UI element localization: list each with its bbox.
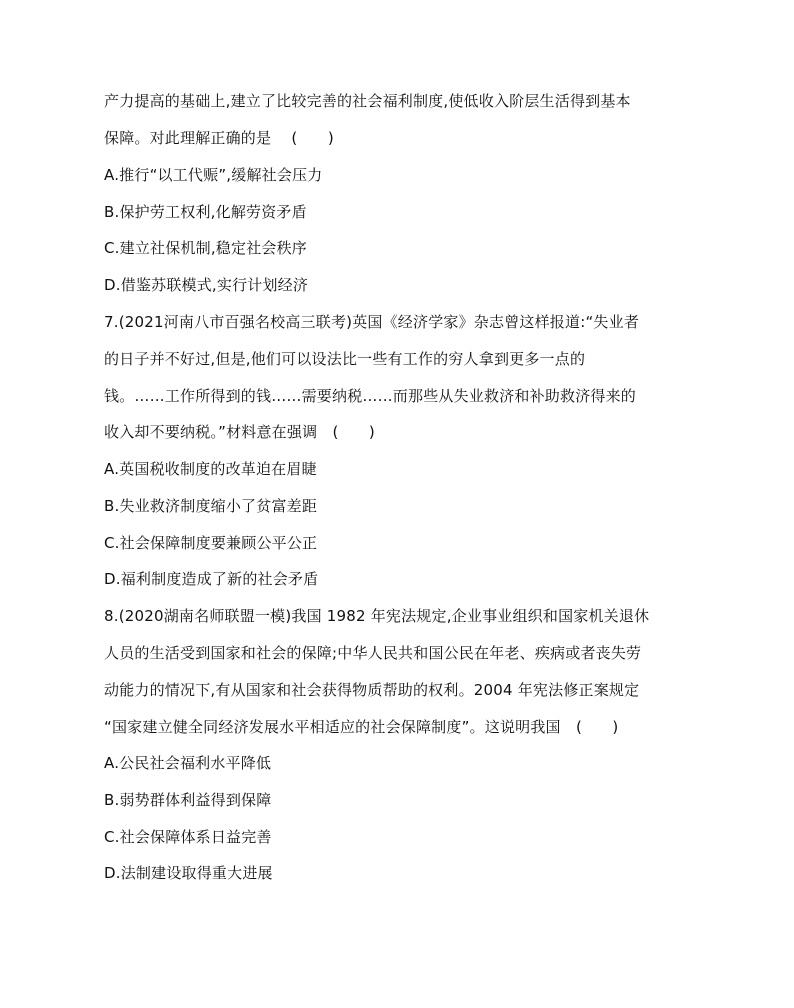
q6-stem-line-2: 保障。对此理解正确的是 ( ) [104, 129, 334, 147]
q8-option-c: C.社会保障体系日益完善 [104, 828, 272, 846]
q7-stem-line-1: 7.(2021河南八市百强名校高三联考)英国《经济学家》杂志曾这样报道:“失业者 [104, 313, 640, 331]
q8-option-a: A.公民社会福利水平降低 [104, 754, 272, 772]
q6-option-b: B.保护劳工权利,化解劳资矛盾 [104, 203, 307, 221]
q8-stem-line-4: “国家建立健全同经济发展水平相适应的社会保障制度”。这说明我国 ( ) [104, 718, 619, 736]
q8-option-d: D.法制建设取得重大进展 [104, 864, 273, 882]
q7-stem-line-3: 钱。……工作所得到的钱……需要纳税……而那些从失业救济和补助救济得来的 [104, 387, 637, 405]
q6-option-d: D.借鉴苏联模式,实行计划经济 [104, 276, 309, 294]
q6-option-c: C.建立社保机制,稳定社会秩序 [104, 239, 308, 257]
q7-option-d: D.福利制度造成了新的社会矛盾 [104, 570, 319, 588]
q7-option-b: B.失业救济制度缩小了贫富差距 [104, 497, 318, 515]
q8-option-b: B.弱势群体利益得到保障 [104, 791, 272, 809]
q6-stem-line-1: 产力提高的基础上,建立了比较完善的社会福利制度,使低收入阶层生活得到基本 [104, 92, 631, 110]
q7-stem-line-2: 的日子并不好过,但是,他们可以设法比一些有工作的穷人拿到更多一点的 [104, 350, 586, 368]
q7-stem-line-4: 收入却不要纳税。”材料意在强调 ( ) [104, 423, 375, 441]
q8-stem-line-3: 动能力的情况下,有从国家和社会获得物质帮助的权利。2004 年宪法修正案规定 [104, 681, 640, 699]
q7-option-c: C.社会保障制度要兼顾公平公正 [104, 534, 318, 552]
q6-option-a: A.推行“以工代赈”,缓解社会压力 [104, 166, 323, 184]
q8-stem-line-2: 人员的生活受到国家和社会的保障;中华人民共和国公民在年老、疾病或者丧失劳 [104, 644, 642, 662]
q8-stem-line-1: 8.(2020湖南名师联盟一模)我国 1982 年宪法规定,企业事业组织和国家机关退休 [104, 607, 650, 625]
q7-option-a: A.英国税收制度的改革迫在眉睫 [104, 460, 317, 478]
